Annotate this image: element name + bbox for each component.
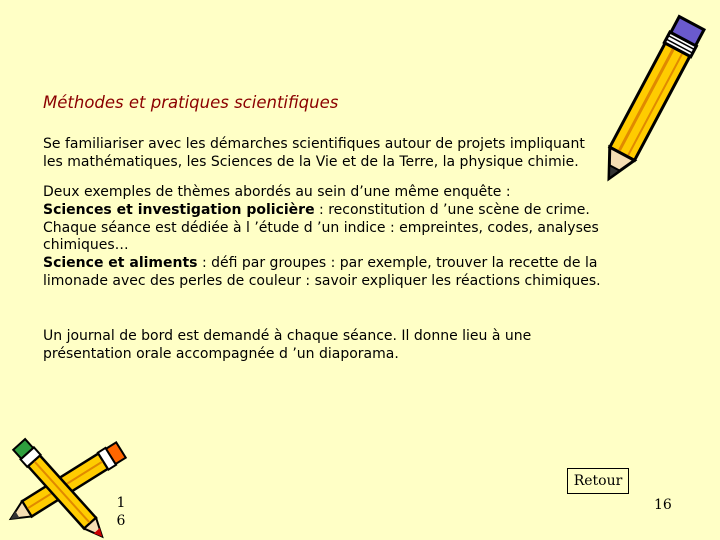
pencil-icon xyxy=(590,2,720,182)
journal-paragraph xyxy=(43,328,643,364)
retour-button[interactable]: Retour xyxy=(567,468,629,494)
page-number-left-digit-2: 6 xyxy=(116,513,126,529)
intro-paragraph xyxy=(43,136,643,172)
intro-line-1: Se familiariser avec les démarches scientifiques autour de projets impliquant xyxy=(43,136,585,152)
theme-1-text: : reconstitution d ’une scène de crime. xyxy=(314,201,590,218)
page-number-left xyxy=(115,494,127,530)
theme-1-line xyxy=(43,202,643,220)
themes-line-6: limonade avec des perles de couleur : savoir expliquer les réactions chimiques. xyxy=(43,272,601,289)
slide-title: Méthodes et pratiques scientifiques xyxy=(43,93,339,112)
journal-line-2: présentation orale accompagnée d ’un diaporama. xyxy=(43,345,399,362)
theme-1-label: Sciences et investigation policière xyxy=(43,201,315,218)
journal-line-1: Un journal de bord est demandé à chaque séance. Il donne lieu à une xyxy=(43,328,532,344)
intro-line-2: les mathématiques, les Sciences de la Vie et de la Terre, la physique chimie. xyxy=(43,153,579,170)
page-number-right: 16 xyxy=(654,497,672,513)
theme-2-label: Science et aliments xyxy=(43,255,198,272)
page-number-left-digit-1: 1 xyxy=(116,495,126,511)
theme-2-text: : défi par groupes : par exemple, trouver la recette de la xyxy=(197,255,598,272)
themes-line-4: chimiques… xyxy=(43,237,129,254)
theme-2-line xyxy=(43,255,643,273)
themes-paragraph xyxy=(43,184,643,291)
themes-line-3: Chaque séance est dédiée à l ’étude d ’un indice : empreintes, codes, analyses xyxy=(43,219,599,236)
themes-line-1: Deux exemples de thèmes abordés au sein d’une même enquête : xyxy=(43,184,511,200)
